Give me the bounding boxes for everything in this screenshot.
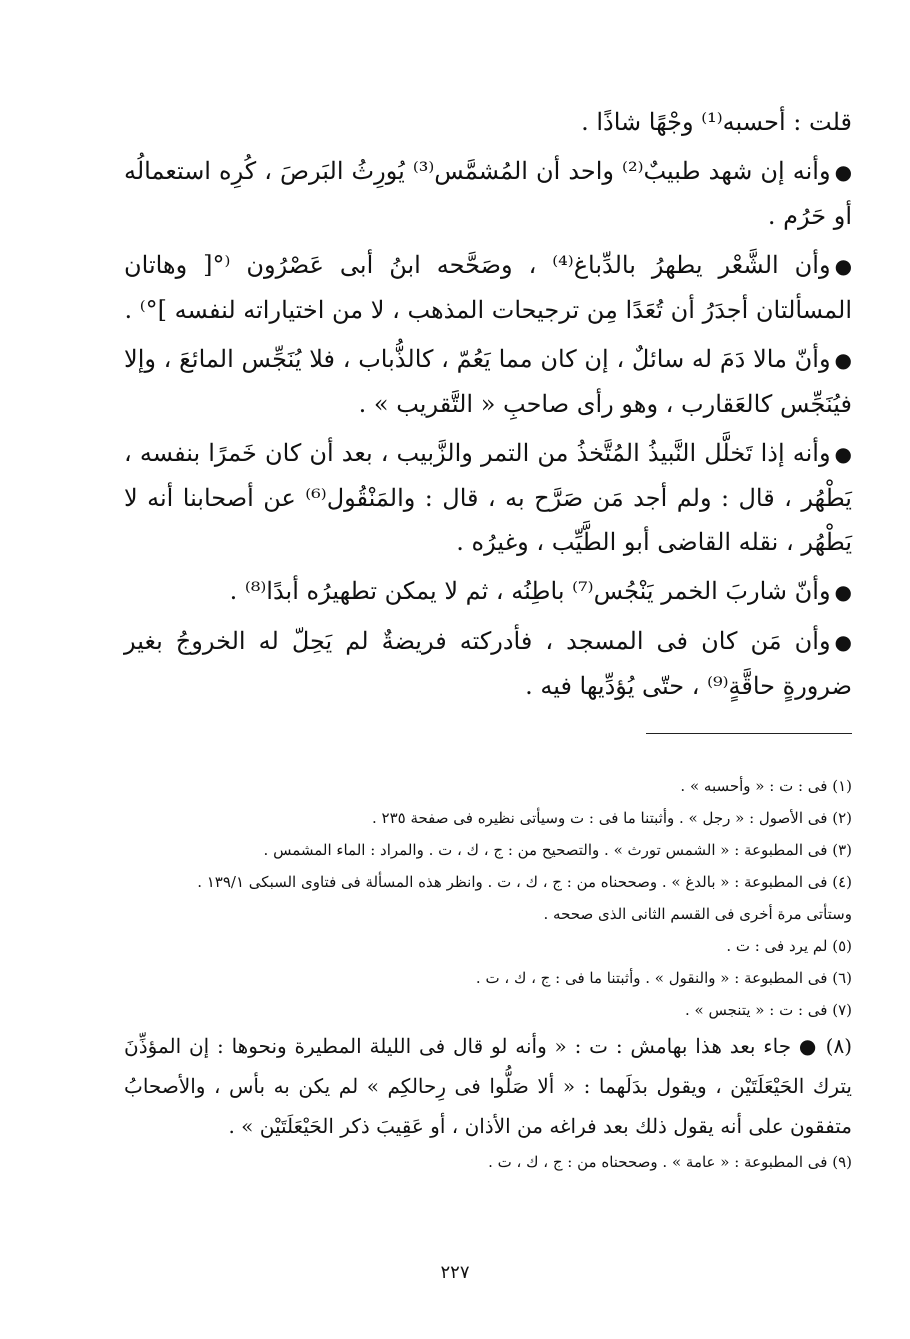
footnote: (٨) ● جاء بعد هذا بهامش : ت : « وأنه لو قال فى الليلة المطيرة ونحوها : إن المؤذِّنَ يترك الحَيْعَلَتَيْن ، ويقول بدَلَهما : « ألا صَلُّوا فى رِحالكِم » لم يكن به بأس ، والأصحابُ متفقون على أنه يقول ذلك بعد فراغه من الأذان ، أو عَقِيبَ ذكر الحَيْعَلَتَيْن » .	[124, 1034, 852, 1138]
footnote: (٢) فى الأصول : « رجل » . وأثبتنا ما فى : ت وسيأتى نظيره فى صفحة ٢٣٥ .	[371, 809, 852, 827]
paragraph	[124, 149, 852, 238]
page-number: ٢٢٧	[440, 1262, 470, 1283]
footnotes	[124, 770, 852, 1178]
paragraph-text: وأنّ شاربَ الخمر يَنْجُس⁽⁷⁾ باطِنُه ، ثم لا يمكن تطهيرُه أبدًا⁽⁸⁾ .	[229, 577, 831, 605]
footnote: (١) فى : ت : « وأحسبه » .	[680, 777, 852, 795]
paragraph-text: وأنه إن شهد طبيبٌ⁽²⁾ واحد أن المُشمَّس⁽³⁾ يُورِثُ البَرصَ ، كُرِه استعمالُه أو حَرُم .	[124, 157, 852, 230]
paragraph	[124, 569, 852, 614]
footnote: (٧) فى : ت : « يتنجس » .	[685, 1001, 852, 1019]
paragraph	[124, 431, 852, 564]
bullet-icon: ●	[834, 254, 853, 278]
bullet-icon: ●	[834, 160, 853, 184]
bullet-icon: ●	[834, 580, 852, 604]
footnote: (٩) فى المطبوعة : « عامة » . وصححناه من : ج ، ك ، ت .	[488, 1153, 852, 1171]
paragraph-text: وأن مَن كان فى المسجد ، فأدركته فريضةٌ لم يَحِلّ له الخروجُ بغير ضرورةٍ حاقَّةٍ⁽⁹⁾ ، حتّى يُؤدِّيها فيه .	[124, 627, 852, 700]
footnote: (٤) فى المطبوعة : « بالدغ » . وصححناه من : ج ، ك ، ت . وانظر هذه المسألة فى فتاوى السبكى ١٣٩/١ .	[197, 873, 852, 891]
footnote: (٣) فى المطبوعة : « الشمس تورث » . والتصحيح من : ج ، ك ، ت . والمراد : الماء المشمس .	[263, 841, 852, 859]
paragraph-text: قلت : أحسبه⁽¹⁾ وجْهًا شاذًا .	[581, 108, 852, 136]
footnote: (٥) لم يرد فى : ت .	[726, 937, 852, 955]
paragraph	[124, 337, 852, 426]
paragraph	[124, 243, 852, 332]
main-text	[124, 100, 852, 713]
paragraph-text: وأنّ مالا دَمَ له سائلٌ ، إن كان مما يَعُمّ ، كالذُّباب ، فلا يُنَجِّس المائعَ ، وإلا فيُنَجِّس كالعَقارب ، وهو رأى صاحبِ « التَّقريب » .	[124, 345, 852, 418]
paragraph-text: وأنه إذا تَخلَّل النَّبيذُ المُتَّخذُ من التمر والزَّبيب ، بعد أن كان خَمرًا بنفسه ، يَطْهُر ، قال : ولم أجد مَن صَرَّح به ، قال : والمَنْقُول⁽⁶⁾ عن أصحابنا أنه لا يَطْهُر ، نقله القاضى أبو الطَّيِّب ، وغيرُه .	[124, 439, 852, 556]
footnote: (٦) فى المطبوعة : « والنقول » . وأثبتنا ما فى : ج ، ك ، ت .	[475, 969, 852, 987]
footnote: وستأتى مرة أخرى فى القسم الثانى الذى صححه .	[543, 905, 852, 923]
bullet-icon: ●	[834, 348, 852, 372]
paragraph	[124, 100, 852, 144]
bullet-icon: ●	[834, 630, 852, 654]
paragraph-text: وأن الشَّعْر يطهرُ بالدِّباغ⁽⁴⁾ ، وصَحَّحه ابنُ أبى عَصْرُون ⁽°[ وهاتان المسألتان أجدَرُ أن تُعَدًا مِن ترجيحات المذهب ، لا من اختياراته لنفسه ]°⁾ .	[124, 251, 852, 324]
paragraph	[124, 619, 852, 708]
footnote-separator	[646, 733, 852, 734]
bullet-icon: ●	[834, 442, 852, 466]
